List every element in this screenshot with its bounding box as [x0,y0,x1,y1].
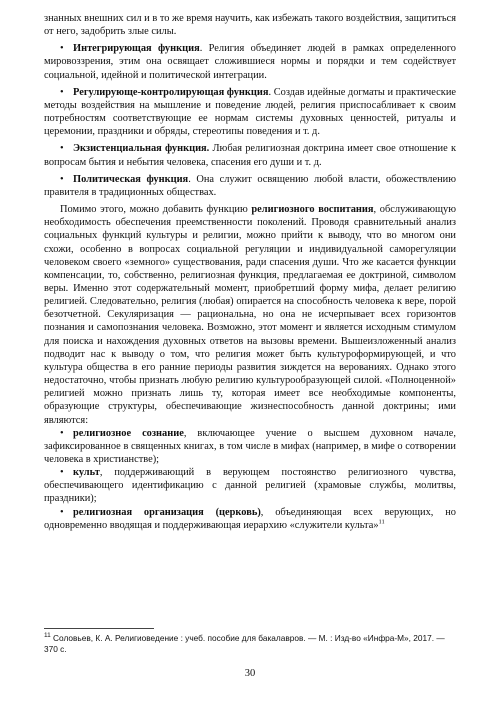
body-text [44,12,456,532]
main-paragraph [44,203,456,427]
bullet-icon: • [60,43,64,55]
bullet-icon: • [60,86,64,98]
intro-paragraph [44,12,456,38]
bullet-icon: • [60,143,64,155]
component-text: , объединяющая всех верующих, но одновременно вводящая и поддерживающая иерархию «служители культа» [44,506,456,531]
footnote-text: Соловьев, К. А. Религиоведение : учеб. пособие для бакалавров. — М. : Изд-во «Инфра-М», 2017. — 370 с. [44,633,445,654]
page-number: 30 [244,668,256,679]
main-text-after: , обслуживающую необходимость обеспечения преемственности поколений. Проводя сравнительный анализ социальных функций культуры и религии, можно прийти к выводу, что во многом они схожи, особенно в вопросах социальной регуляции и индивидуальной саморегуляции человеком своего «земного» существования, ради спасения души. Что же касается функции компенсации, то, собственно, религиозная функция, предлагаемая ее доктриной, символом веры. Именно этот содержательный момент, приобретший форму мифа, делает религию религией. Следовательно, религия (любая) опирается на способность человека к вере, порой безотчетной. Секуляризация — рациональна, но она не исчерпывает всех горизонтов познания и самопознания человека. Возможно, этот момент и является исходным стимулом для поиска и нахождения духовных ответов на вызовы времени. Вышеизложенный анализ подводит нас к выводу о том, что религия может быть культуроформирующей, и что культура общества в его ранние периоды развития зиждется на верованиях. Однако этого недостаточно, чтобы признать любую религию культурообразующей силой. «Полноценной» религией можно признать лишь ту, которая имеет все необходимые компоненты, образующие структуры, обеспечивающие жизнеспособность данной доктрины; ими являются: [44,204,456,426]
function-text: . Создав идейные догматы и практические методы воздействия на мышление и поведение людей, религия приспосабливает к своим потребностям соответствующие ее нормам системы духовных ценностей, ритуалы и церемонии, праздники и обряды, стереотипы поведения и т. д. [44,86,456,138]
main-term: религиозного воспитания [251,204,374,216]
bullet-icon: • [60,173,64,185]
component-text: , поддерживающий в верующем постоянство религиозного чувства, обеспечивающего идентификацию с данной религией (храмовые службы, молитвы, праздники); [44,467,456,505]
function-term: Регулирующе-контролирующая функция [73,86,269,98]
component-term: культ [73,467,100,479]
bullet-icon: • [60,427,64,439]
function-text: . Она служит освящению любой власти, обожествлению правителя в традиционных обществах. [44,173,456,198]
function-text: Любая религиозная доктрина имеет свое отношение к вопросам бытия и небытия человека, спасения его души и т. д. [44,143,456,168]
function-item [44,42,456,81]
footnote-divider [44,628,154,629]
component-item [44,427,456,466]
function-term: Интегрирующая функция [73,43,200,55]
footnote-reference[interactable]: 11 [378,518,385,526]
bullet-icon: • [60,506,64,518]
bullet-icon: • [60,467,64,479]
intro-text: знанных внешних сил и в то же время научить, как избежать такого воздействия, защититься от него, задобрить злые силы. [44,13,456,38]
function-item [44,173,456,199]
function-text: . Религия объединяет людей в рамках определенного мировоззрения, этим она освящает сложившиеся нормы и порядки и тем содействует социальной, идейной и политической интеграции. [44,43,456,81]
component-term: религиозное сознание [73,427,184,439]
component-text: , включающее учение о высшем духовном начале, зафиксированное в священных книгах, в том числе в мифах (например, в мифе о сотворении человека в христианстве); [44,427,456,465]
component-item [44,466,456,505]
function-term: Политическая функция [73,173,189,185]
component-term: религиозная организация (церковь) [73,506,261,518]
main-text-before: Помимо этого, можно добавить функцию [60,204,252,216]
component-item [44,506,456,532]
function-item [44,142,456,168]
function-term: Экзистенциальная функция. [73,143,210,155]
function-item [44,86,456,139]
footnote [44,633,456,655]
footnote-number: 11 [44,632,51,640]
